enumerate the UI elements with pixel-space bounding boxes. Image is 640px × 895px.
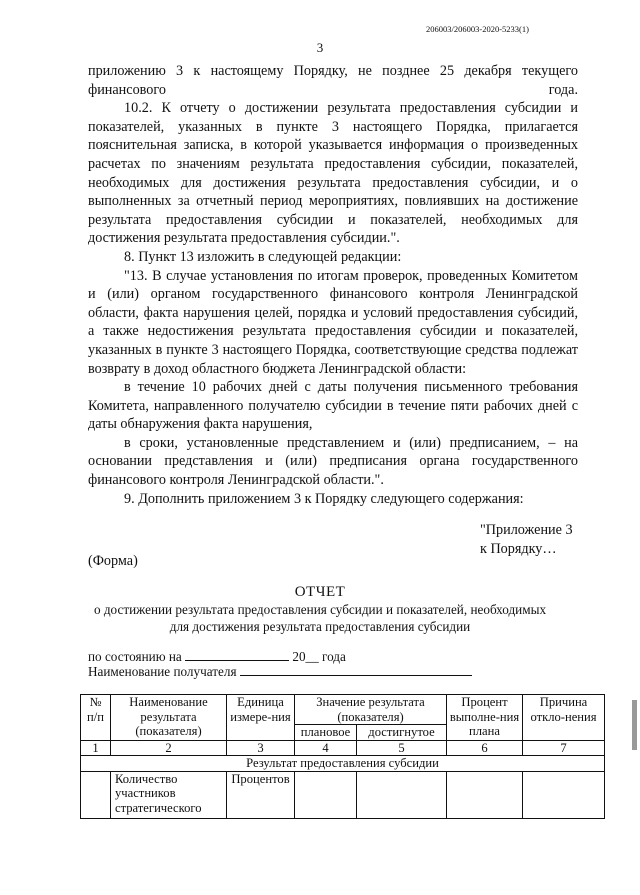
header-achieved: достигнутое bbox=[357, 725, 447, 741]
cell-name: Количество участников стратегического bbox=[111, 771, 227, 818]
column-number: 3 bbox=[227, 740, 295, 756]
column-number: 1 bbox=[81, 740, 111, 756]
cell-planned bbox=[295, 771, 357, 818]
cell-achieved bbox=[357, 771, 447, 818]
paragraph: приложению 3 к настоящему Порядку, не позднее 25 декабря текущего финансового года. bbox=[88, 63, 578, 98]
table-header-row bbox=[81, 695, 605, 725]
recipient-label: Наименование получателя bbox=[88, 664, 237, 679]
paragraph: 9. Дополнить приложением 3 к Порядку следующего содержания: bbox=[124, 490, 524, 507]
header-percent: Процент выполне-ния плана bbox=[447, 695, 523, 741]
paragraph: 10.2. К отчету о достижении результата предоставления субсидии и показателей, указанных в пункте 3 настоящего Порядка, прилагается пояснительная записка, в которой указывается информация о произведенных расчетах по значениям результата предоставления субсидии, показателей, необходимых для достижения результата предоставления субсидии, и о выполненных за отчетный период мероприятиях, повлиявших на достижение результата предоставления субсидии и показателей, необходимых для достижения результата предоставления субсидии.". bbox=[88, 100, 578, 247]
table-row bbox=[81, 771, 605, 818]
header-num: № п/п bbox=[81, 695, 111, 741]
header-reason: Причина откло-нения bbox=[523, 695, 605, 741]
header-name: Наименование результата (показателя) bbox=[111, 695, 227, 741]
date-label: по состоянию на bbox=[88, 649, 182, 664]
date-blank bbox=[185, 648, 289, 661]
header-value-group: Значение результата (показателя) bbox=[295, 695, 447, 725]
header-planned: плановое bbox=[295, 725, 357, 741]
document-number: 206003/206003-2020-5233(1) bbox=[426, 24, 529, 34]
cell-reason bbox=[523, 771, 605, 818]
section-title: Результат предоставления субсидии bbox=[81, 756, 605, 772]
column-number: 2 bbox=[111, 740, 227, 756]
column-number: 4 bbox=[295, 740, 357, 756]
paragraph: в сроки, установленные представлением и (или) предписанием, – на основании представления и (или) предписания органа государственного финансового контроля Ленинградской области.". bbox=[88, 434, 578, 489]
appendix-line: к Порядку… bbox=[480, 540, 557, 557]
report-subtitle-line: для достижения результата предоставления субсидии bbox=[169, 618, 471, 634]
paragraph: "13. В случае установления по итогам проверок, проведенных Комитетом и (или) органом государственного финансового контроля Ленинградской области, факта нарушения целей, порядка и условий предоставления субсидий, а также недостижения результата предоставления субсидии и показателей, указанных в пункте 3 настоящего Порядка, соответствующие средства подлежат возврату в доход областного бюджета Ленинградской области: bbox=[88, 267, 578, 377]
report-subtitle bbox=[60, 602, 580, 635]
form-label: (Форма) bbox=[88, 553, 138, 569]
appendix-line: "Приложение 3 bbox=[480, 522, 573, 538]
cell-num bbox=[81, 771, 111, 818]
report-subtitle-line: о достижении результата предоставления субсидии и показателей, необходимых bbox=[93, 602, 547, 617]
recipient-blank bbox=[240, 663, 472, 676]
column-number-row bbox=[81, 740, 605, 756]
section-row bbox=[81, 756, 605, 772]
appendix-note bbox=[480, 521, 573, 558]
report-table bbox=[80, 694, 605, 819]
page-number: 3 bbox=[316, 40, 324, 55]
report-title: ОТЧЕТ bbox=[294, 584, 346, 600]
document-body bbox=[88, 62, 578, 508]
column-number: 6 bbox=[447, 740, 523, 756]
header-unit: Единица измере-ния bbox=[227, 695, 295, 741]
paragraph: 8. Пункт 13 изложить в следующей редакции: bbox=[124, 248, 402, 265]
cell-unit: Процентов bbox=[227, 771, 295, 818]
recipient-field bbox=[88, 663, 472, 680]
column-number: 5 bbox=[357, 740, 447, 756]
column-number: 7 bbox=[523, 740, 605, 756]
cell-percent bbox=[447, 771, 523, 818]
paragraph: в течение 10 рабочих дней с даты получения письменного требования Комитета, направленного получателю субсидии в течение пяти рабочих дней с даты обнаружения факта нарушения, bbox=[88, 379, 578, 433]
date-year: 20__ года bbox=[292, 649, 346, 664]
scan-artifact bbox=[632, 700, 637, 750]
